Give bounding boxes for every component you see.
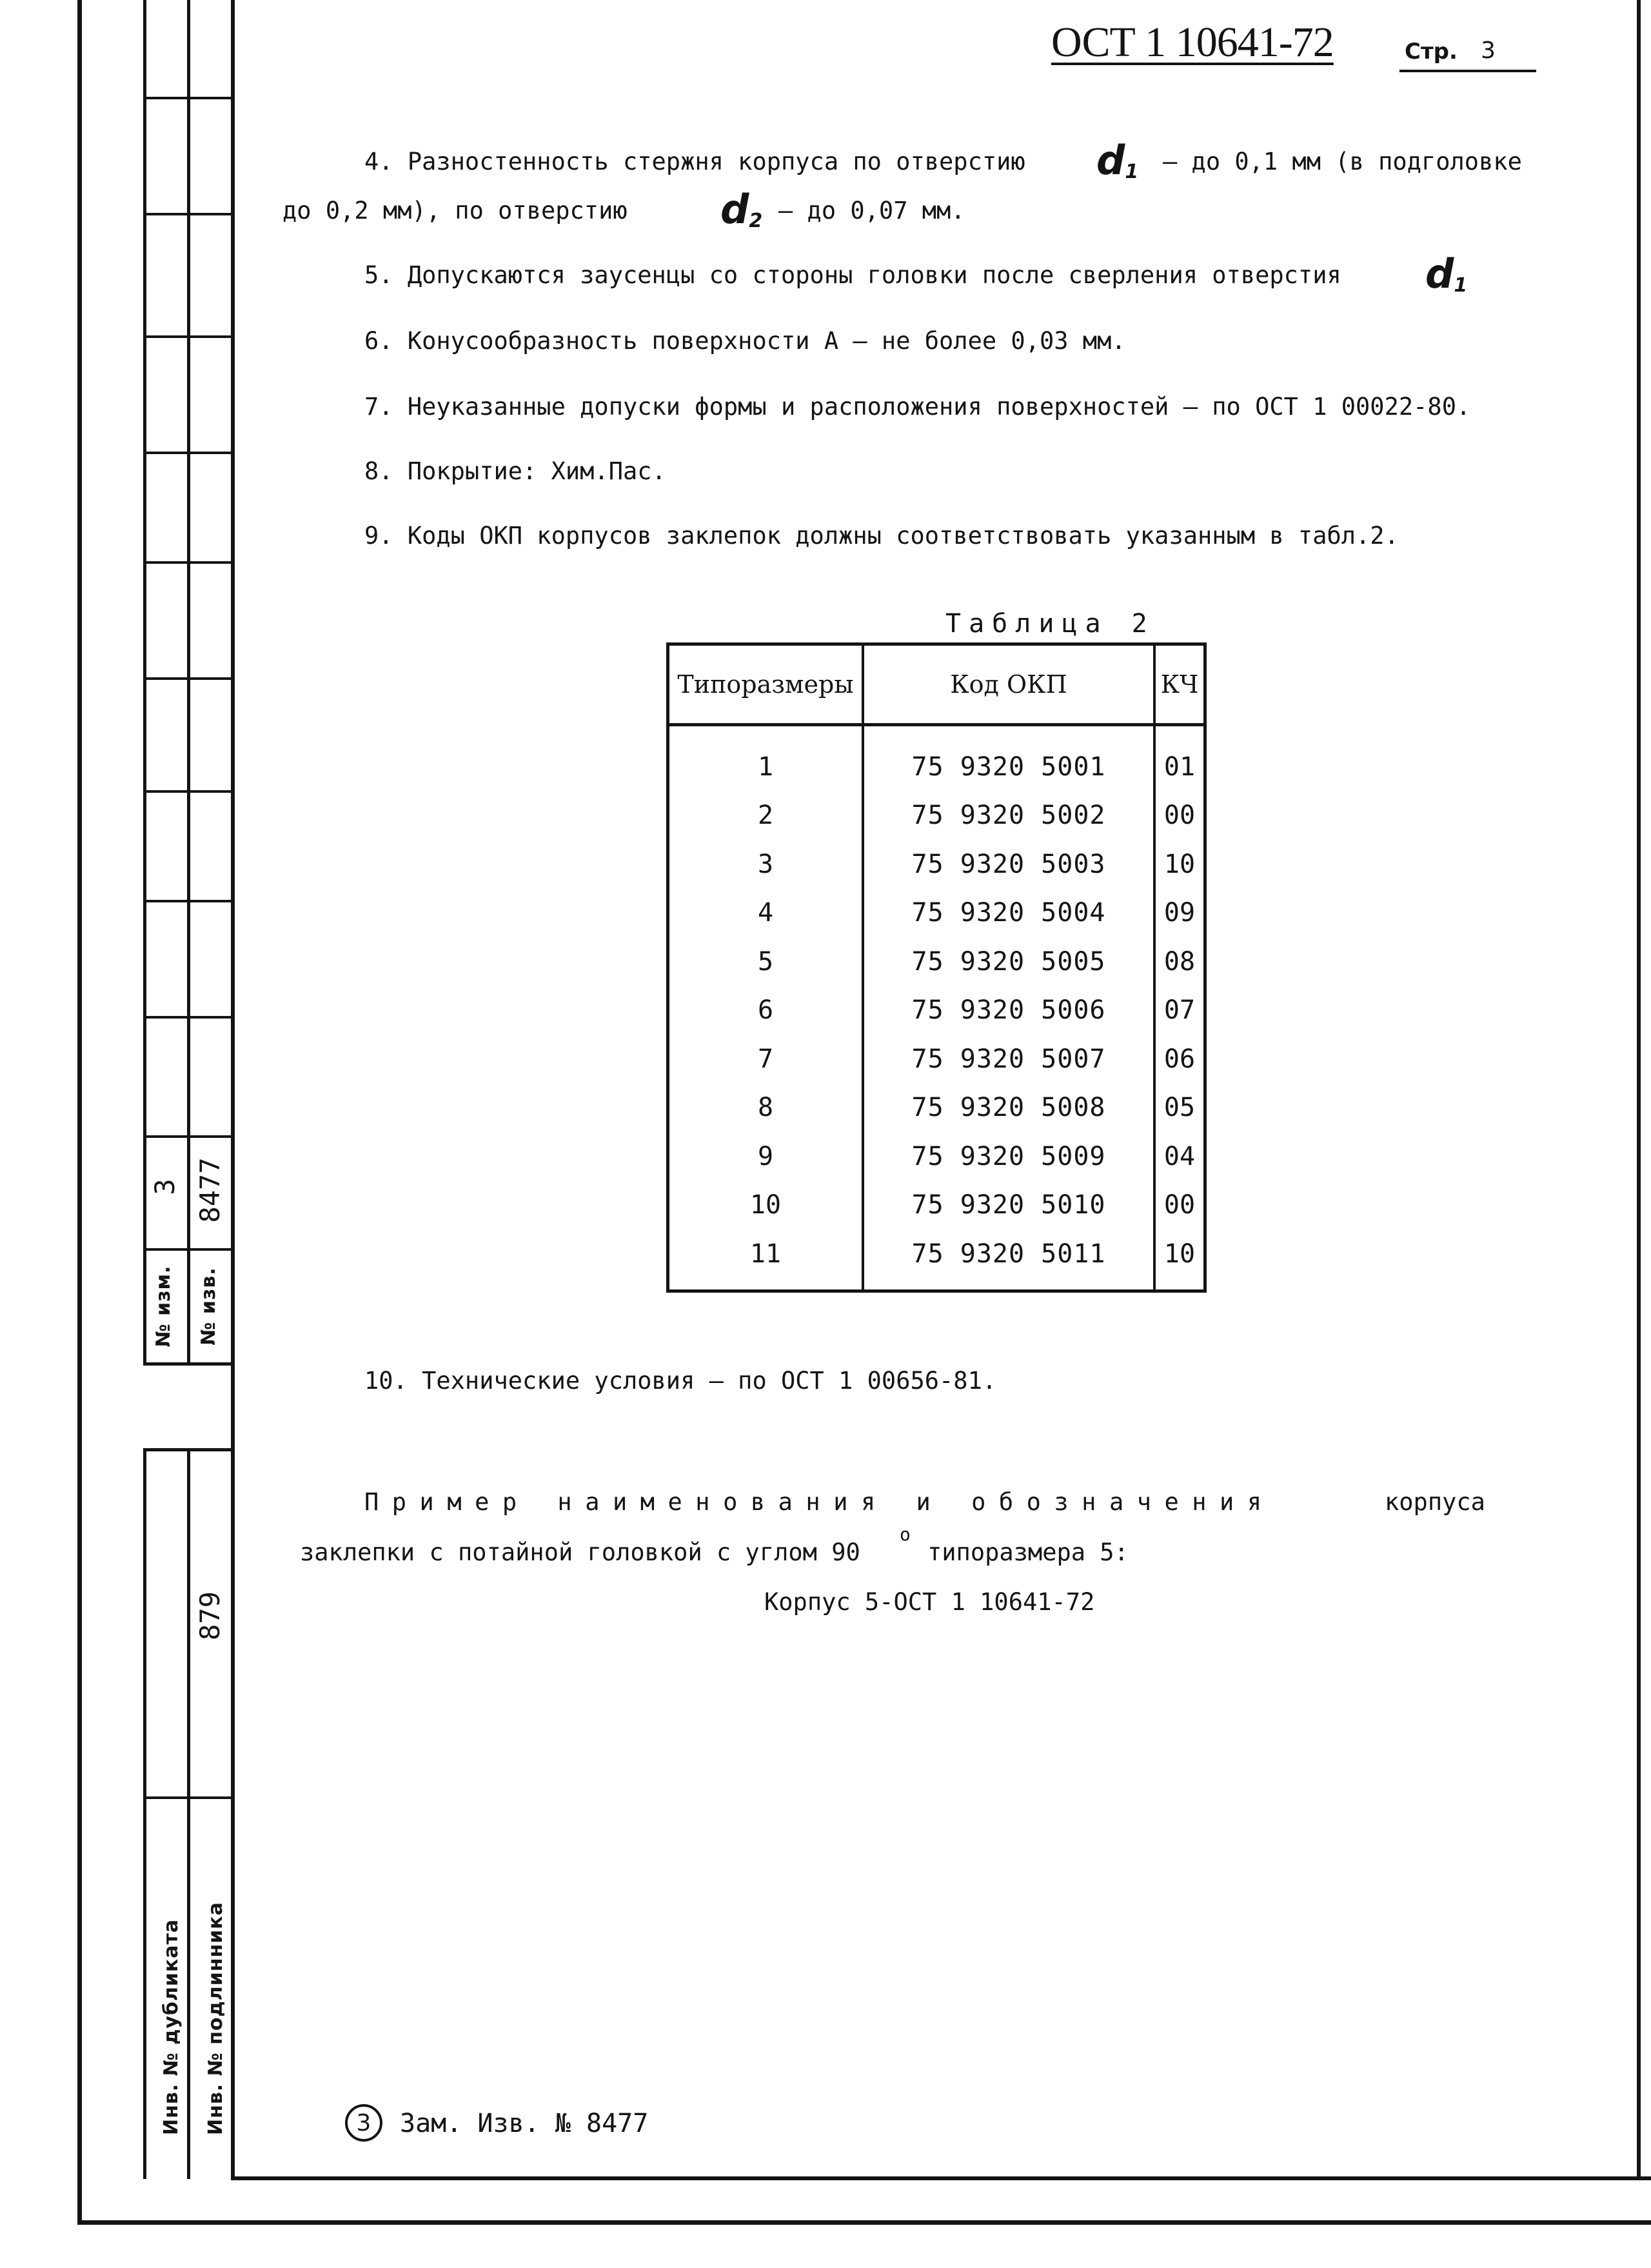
item-9-text: 9. Коды ОКП корпусов заклепок должны соответствовать указанным в табл.2. [364, 522, 1399, 550]
table-row [669, 1035, 1203, 1084]
item-4-text-d: – до 0,07 мм. [778, 197, 965, 224]
cell-size: 11 [749, 1238, 782, 1269]
example-designation: Корпус 5-ОСТ 1 10641-72 [764, 1588, 1095, 1616]
strip-grid-line [143, 677, 232, 680]
cell-size: 9 [757, 1141, 774, 1171]
change-no-value: 3 [149, 1179, 181, 1195]
table-row [669, 1084, 1203, 1133]
original-inv-no-value: 879 [194, 1591, 226, 1640]
item-6-text: 6. Конусообразность поверхности А – не более 0,03 мм. [364, 327, 1126, 355]
cell-size: 2 [757, 801, 774, 831]
circled-change-number-text: 3 [356, 2109, 371, 2136]
cell-kch: 09 [1163, 898, 1196, 928]
cell-kch: 10 [1163, 1238, 1196, 1269]
notice-no-value: 8477 [194, 1157, 226, 1223]
cell-kch: 10 [1163, 849, 1196, 879]
strip-grid-line [143, 97, 232, 99]
table-row [669, 889, 1203, 938]
strip-grid-line [143, 1016, 232, 1019]
symbol-d2: $d_2$ [720, 186, 763, 233]
item-10-text: 10. Технические условия – по ОСТ 1 00656-81. [364, 1367, 997, 1395]
change-no-label: № изм. [152, 1265, 175, 1348]
example-line-2-tail: типоразмера 5: [927, 1538, 1129, 1566]
cell-size: 7 [757, 1044, 774, 1074]
item-4-text-b: – до 0,1 мм (в подголовке [1163, 148, 1522, 175]
symbol-d1-item-5: $d_1$ [1425, 250, 1468, 297]
strip-grid-line [143, 1135, 232, 1138]
item-4-text-a: 4. Разностенность стержня корпуса по отверстию [364, 148, 1025, 175]
cell-size: 1 [757, 751, 774, 782]
cell-kch: 05 [1163, 1093, 1196, 1123]
strip-grid-line [143, 335, 232, 338]
table-row [669, 791, 1203, 841]
frame-inner-bottom [231, 2176, 1651, 2180]
strip-grid-line [143, 1362, 232, 1366]
cell-size: 10 [749, 1190, 782, 1220]
strip-grid-line [143, 1796, 232, 1799]
example-heading: Пример наименования и обозначения [364, 1488, 1275, 1516]
cell-okp-code: 75 9320 5002 [911, 801, 1106, 831]
cell-kch: 06 [1163, 1044, 1196, 1074]
example-line-2: заклепки с потайной головкой с углом 90 [300, 1538, 860, 1566]
item-5-text: 5. Допускаются заусенцы со стороны головки после сверления отверстия [364, 261, 1341, 289]
table-row [669, 1229, 1203, 1278]
cell-kch: 00 [1163, 1190, 1196, 1220]
table-row [669, 1132, 1203, 1181]
item-4-text-c: до 0,2 мм), по отверстию [282, 197, 628, 224]
replacement-notice: Зам. Изв. № 8477 [400, 2109, 649, 2138]
table-title: Таблица 2 [945, 609, 1155, 639]
original-inv-label: Инв. № подлинника [204, 1902, 227, 2135]
symbol-d1: $d_1$ [1096, 137, 1139, 184]
degree-sign: o [900, 1524, 911, 1545]
notice-no-label: № изв. [197, 1267, 220, 1346]
strip-mid-border-bottom [187, 1448, 190, 2179]
circled-change-number [345, 2104, 382, 2142]
strip-left-border-bottom [143, 1448, 146, 2179]
cell-kch: 08 [1163, 946, 1196, 977]
strip-grid-line [143, 213, 232, 215]
cell-okp-code: 75 9320 5010 [911, 1190, 1106, 1220]
example-heading-tail: корпуса [1385, 1488, 1485, 1516]
cell-okp-code: 75 9320 5004 [911, 898, 1106, 928]
page-number: 3 [1481, 37, 1496, 64]
header-underline [1399, 70, 1536, 72]
strip-grid-line [143, 900, 232, 902]
strip-grid-line [143, 1248, 232, 1251]
okp-codes-table [666, 642, 1207, 1293]
table-header-divider [669, 723, 1203, 726]
cell-okp-code: 75 9320 5003 [911, 849, 1106, 879]
cell-okp-code: 75 9320 5009 [911, 1141, 1106, 1171]
strip-mid-border-top [187, 0, 190, 1366]
cell-okp-code: 75 9320 5001 [911, 751, 1106, 782]
duplicate-inv-label: Инв. № дубликата [160, 1918, 183, 2135]
frame-right [1637, 0, 1641, 2180]
frame-bottom-outer [77, 2220, 1651, 2225]
cell-okp-code: 75 9320 5006 [911, 995, 1106, 1026]
frame-inner-left [231, 0, 235, 2179]
table-header-size: Типоразмеры [677, 670, 854, 699]
cell-okp-code: 75 9320 5011 [911, 1238, 1106, 1269]
cell-okp-code: 75 9320 5007 [911, 1044, 1106, 1074]
cell-kch: 00 [1163, 801, 1196, 831]
cell-kch: 01 [1163, 751, 1196, 782]
cell-okp-code: 75 9320 5005 [911, 946, 1106, 977]
strip-grid-line [143, 452, 232, 454]
item-7-text: 7. Неуказанные допуски формы и расположения поверхностей – по ОСТ 1 00022-80. [364, 393, 1471, 421]
table-header-kch: КЧ [1160, 670, 1199, 699]
strip-grid-line [143, 1448, 232, 1451]
table-row [669, 1181, 1203, 1230]
cell-kch: 07 [1163, 995, 1196, 1026]
strip-left-border [143, 0, 146, 1366]
table-row [669, 986, 1203, 1035]
frame-left-outer [77, 0, 82, 2224]
document-code: ОСТ 1 10641-72 [1051, 19, 1334, 66]
page-label: Стр. [1405, 39, 1458, 65]
cell-size: 6 [757, 995, 774, 1026]
cell-okp-code: 75 9320 5008 [911, 1093, 1106, 1123]
table-row [669, 937, 1203, 986]
cell-size: 8 [757, 1093, 774, 1123]
cell-size: 5 [757, 946, 774, 977]
cell-size: 3 [757, 849, 774, 879]
table-row [669, 742, 1203, 791]
item-8-text: 8. Покрытие: Хим.Пас. [364, 457, 666, 485]
table-row [669, 840, 1203, 889]
cell-kch: 04 [1163, 1141, 1196, 1171]
cell-size: 4 [757, 898, 774, 928]
table-header-okp-code: Код ОКП [950, 670, 1067, 699]
strip-grid-line [143, 561, 232, 564]
strip-grid-line [143, 790, 232, 793]
page-header [1051, 18, 1535, 70]
